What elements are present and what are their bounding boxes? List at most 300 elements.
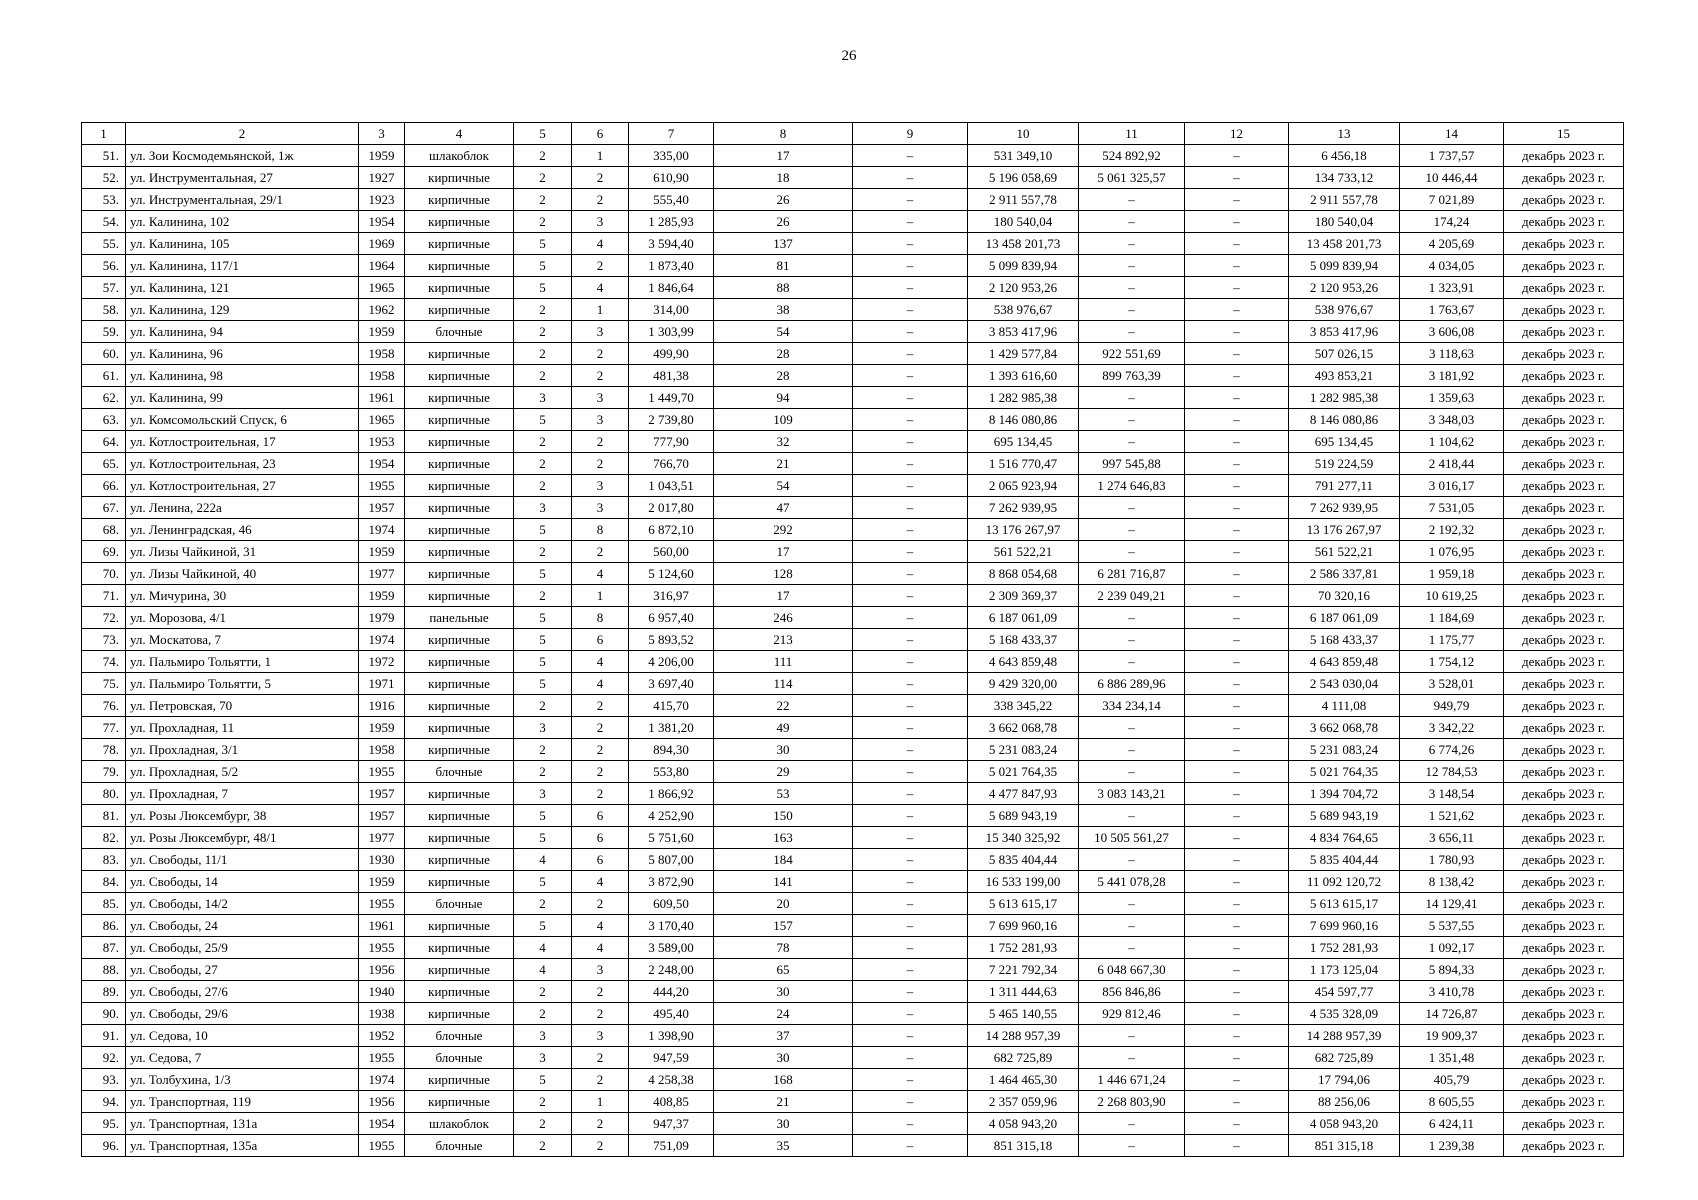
table-cell: 6 [572,805,629,827]
table-cell: – [853,145,968,167]
table-row [82,475,1624,497]
table-cell: – [853,585,968,607]
table-cell: – [1185,167,1289,189]
table-cell: 1959 [359,717,405,739]
table-cell: – [1185,871,1289,893]
table-cell: – [853,453,968,475]
table-cell: ул. Розы Люксембург, 48/1 [126,827,359,849]
table-cell: 1 959,18 [1400,563,1504,585]
table-cell: 2 911 557,78 [968,189,1079,211]
table-cell: 24 [714,1003,853,1025]
table-cell: – [1079,761,1185,783]
table-cell: – [853,497,968,519]
table-cell: – [1185,497,1289,519]
table-cell: 14 129,41 [1400,893,1504,915]
table-cell: 4 [572,563,629,585]
table-cell: – [1079,849,1185,871]
table-cell: 2 [514,893,572,915]
table-cell: 2 [572,1047,629,1069]
table-cell: ул. Ленинградская, 46 [126,519,359,541]
table-cell: 3 016,17 [1400,475,1504,497]
table-cell: 4 535 328,09 [1289,1003,1400,1025]
table-cell: – [853,519,968,541]
table-cell: 2 [514,695,572,717]
table-cell: кирпичные [405,805,514,827]
table-cell: 524 892,92 [1079,145,1185,167]
table-row [82,233,1624,255]
table-cell: 66. [82,475,126,497]
table-cell: ул. Седова, 10 [126,1025,359,1047]
table-cell: 856 846,86 [1079,981,1185,1003]
table-cell: 76. [82,695,126,717]
table-cell: 851 315,18 [1289,1135,1400,1157]
table-cell: 335,00 [629,145,714,167]
table-cell: 561 522,21 [1289,541,1400,563]
table-cell: кирпичные [405,717,514,739]
table-cell: 5 [514,607,572,629]
table-cell: декабрь 2023 г. [1504,233,1624,255]
table-row [82,409,1624,431]
table-row [82,343,1624,365]
table-cell: 3 [572,321,629,343]
table-cell: 14 288 957,39 [1289,1025,1400,1047]
table-cell: – [1079,387,1185,409]
table-cell: 1 239,38 [1400,1135,1504,1157]
table-cell: – [853,893,968,915]
table-cell: декабрь 2023 г. [1504,629,1624,651]
table-cell: 1916 [359,695,405,717]
table-cell: 5 807,00 [629,849,714,871]
table-row [82,937,1624,959]
table-row [82,981,1624,1003]
table-cell: декабрь 2023 г. [1504,1069,1624,1091]
table-cell: – [853,167,968,189]
table-cell: декабрь 2023 г. [1504,321,1624,343]
table-cell: – [1079,629,1185,651]
table-cell: 3 [572,409,629,431]
table-cell: кирпичные [405,189,514,211]
table-cell: 1977 [359,563,405,585]
table-cell: – [853,827,968,849]
table-cell: 1964 [359,255,405,277]
table-cell: декабрь 2023 г. [1504,387,1624,409]
table-cell: ул. Свободы, 27 [126,959,359,981]
table-cell: 929 812,46 [1079,1003,1185,1025]
table-cell: 6 424,11 [1400,1113,1504,1135]
table-cell: 2 [514,365,572,387]
table-cell: 65 [714,959,853,981]
table-cell: декабрь 2023 г. [1504,893,1624,915]
table-cell: – [1079,937,1185,959]
table-cell: – [1185,761,1289,783]
table-cell: 2 911 557,78 [1289,189,1400,211]
table-cell: – [853,937,968,959]
table-cell: декабрь 2023 г. [1504,541,1624,563]
table-cell: – [1079,1135,1185,1157]
table-cell: 3 589,00 [629,937,714,959]
table-cell: 54 [714,475,853,497]
table-cell: 3 594,40 [629,233,714,255]
table-cell: кирпичные [405,1069,514,1091]
table-cell: 1 780,93 [1400,849,1504,871]
table-cell: кирпичные [405,673,514,695]
table-cell: декабрь 2023 г. [1504,827,1624,849]
table-cell: кирпичные [405,497,514,519]
table-cell: – [1079,805,1185,827]
table-cell: 5 [514,629,572,651]
table-cell: 493 853,21 [1289,365,1400,387]
table-cell: блочные [405,761,514,783]
table-cell: 17 [714,585,853,607]
table-cell: 454 597,77 [1289,981,1400,1003]
table-cell: 1955 [359,1135,405,1157]
table-cell: 5 099 839,94 [1289,255,1400,277]
table-cell: 4 [572,915,629,937]
table-cell: ул. Свободы, 14 [126,871,359,893]
table-cell: декабрь 2023 г. [1504,497,1624,519]
table-cell: – [1185,277,1289,299]
table-cell: 30 [714,981,853,1003]
table-cell: 1923 [359,189,405,211]
table-cell: – [853,695,968,717]
table-cell: кирпичные [405,629,514,651]
table-cell: 2 [572,365,629,387]
table-cell: – [853,1047,968,1069]
table-cell: ул. Прохладная, 3/1 [126,739,359,761]
table-cell: кирпичные [405,519,514,541]
table-cell: 150 [714,805,853,827]
table-cell: 1 763,67 [1400,299,1504,321]
table-cell: кирпичные [405,277,514,299]
table-row [82,893,1624,915]
table-cell: 7 531,05 [1400,497,1504,519]
table-cell: 5 835 404,44 [1289,849,1400,871]
table-cell: 5 537,55 [1400,915,1504,937]
table-cell: 35 [714,1135,853,1157]
table-cell: декабрь 2023 г. [1504,189,1624,211]
table-cell: 1 [572,145,629,167]
table-cell: 894,30 [629,739,714,761]
table-cell: ул. Транспортная, 135а [126,1135,359,1157]
table-cell: 96. [82,1135,126,1157]
table-cell: 6 957,40 [629,607,714,629]
table-cell: 1 846,64 [629,277,714,299]
table-cell: 5 099 839,94 [968,255,1079,277]
table-cell: 1953 [359,431,405,453]
table-row [82,145,1624,167]
table-cell: 3 606,08 [1400,321,1504,343]
table-cell: 997 545,88 [1079,453,1185,475]
table-cell: 1 464 465,30 [968,1069,1079,1091]
table-cell: ул. Зои Космодемьянской, 1ж [126,145,359,167]
table-cell: 1 076,95 [1400,541,1504,563]
table-cell: 1 104,62 [1400,431,1504,453]
table-cell: 86. [82,915,126,937]
table-cell: 2 017,80 [629,497,714,519]
table-cell: – [853,651,968,673]
table-cell: 3 [514,717,572,739]
table-cell: – [853,1113,968,1135]
table-cell: 13 458 201,73 [968,233,1079,255]
table-cell: 4 058 943,20 [968,1113,1079,1135]
table-cell: декабрь 2023 г. [1504,563,1624,585]
table-cell: 13 458 201,73 [1289,233,1400,255]
table-row [82,871,1624,893]
table-cell: декабрь 2023 г. [1504,343,1624,365]
table-cell: кирпичные [405,981,514,1003]
table-cell: – [1185,145,1289,167]
table-cell: кирпичные [405,167,514,189]
table-cell: 3 [514,1025,572,1047]
table-cell: 947,59 [629,1047,714,1069]
table-cell: 2 [572,453,629,475]
table-cell: ул. Калинина, 102 [126,211,359,233]
table-cell: – [853,321,968,343]
table-cell: 12 784,53 [1400,761,1504,783]
table-cell: – [1079,1047,1185,1069]
table-cell: – [1079,541,1185,563]
table-cell: 80. [82,783,126,805]
table-cell: 1 446 671,24 [1079,1069,1185,1091]
table-cell: 4 206,00 [629,651,714,673]
table-cell: – [1079,739,1185,761]
table-cell: 5 613 615,17 [968,893,1079,915]
table-cell: 5 689 943,19 [968,805,1079,827]
table-cell: – [1079,211,1185,233]
table-cell: – [1185,651,1289,673]
table-cell: 70 320,16 [1289,585,1400,607]
table-cell: 8 146 080,86 [968,409,1079,431]
table-row [82,431,1624,453]
table-cell: ул. Инструментальная, 29/1 [126,189,359,211]
table-cell: 2 [572,695,629,717]
table-cell: 81 [714,255,853,277]
table-cell: 7 699 960,16 [968,915,1079,937]
table-cell: декабрь 2023 г. [1504,673,1624,695]
table-cell: 3 083 143,21 [1079,783,1185,805]
table-cell: 2 [572,167,629,189]
table-cell: 922 551,69 [1079,343,1185,365]
table-cell: 2 [514,1091,572,1113]
table-row [82,321,1624,343]
table-cell: 4 [572,277,629,299]
table-cell: 2 [514,343,572,365]
table-cell: – [1185,607,1289,629]
table-cell: 56. [82,255,126,277]
table-cell: 1969 [359,233,405,255]
table-cell: 16 533 199,00 [968,871,1079,893]
table-cell: 65. [82,453,126,475]
table-cell: 141 [714,871,853,893]
table-cell: блочные [405,321,514,343]
table-cell: 57. [82,277,126,299]
table-cell: декабрь 2023 г. [1504,365,1624,387]
column-header: 6 [572,123,629,145]
table-cell: декабрь 2023 г. [1504,1047,1624,1069]
table-cell: 28 [714,365,853,387]
table-cell: 95. [82,1113,126,1135]
table-cell: 180 540,04 [1289,211,1400,233]
table-row [82,629,1624,651]
table-cell: 13 176 267,97 [1289,519,1400,541]
table-cell: 1954 [359,453,405,475]
table-cell: 5 231 083,24 [1289,739,1400,761]
table-cell: декабрь 2023 г. [1504,937,1624,959]
table-cell: 87. [82,937,126,959]
table-cell: ул. Лизы Чайкиной, 40 [126,563,359,585]
table-cell: 17 794,06 [1289,1069,1400,1091]
table-cell: 32 [714,431,853,453]
table-cell: декабрь 2023 г. [1504,607,1624,629]
table-cell: 5 196 058,69 [968,167,1079,189]
table-cell: 5 689 943,19 [1289,805,1400,827]
table-cell: 3 148,54 [1400,783,1504,805]
table-row [82,387,1624,409]
table-cell: 777,90 [629,431,714,453]
table-cell: 851 315,18 [968,1135,1079,1157]
table-cell: 85. [82,893,126,915]
table-cell: 6 [572,827,629,849]
table-row [82,1113,1624,1135]
table-cell: ул. Свободы, 25/9 [126,937,359,959]
table-cell: 2 [514,585,572,607]
table-cell: 4 834 764,65 [1289,827,1400,849]
table-cell: декабрь 2023 г. [1504,211,1624,233]
table-cell: 180 540,04 [968,211,1079,233]
table-cell: декабрь 2023 г. [1504,453,1624,475]
table-cell: 20 [714,893,853,915]
table-cell: кирпичные [405,1003,514,1025]
table-cell: – [853,343,968,365]
table-cell: 2 [572,893,629,915]
table-cell: декабрь 2023 г. [1504,255,1624,277]
table-cell: кирпичные [405,959,514,981]
table-cell: 2 [572,255,629,277]
table-cell: 1 311 444,63 [968,981,1079,1003]
table-cell: шлакоблок [405,145,514,167]
table-cell: 2 543 030,04 [1289,673,1400,695]
table-cell: – [853,1025,968,1047]
header-row [82,123,1624,145]
table-cell: 949,79 [1400,695,1504,717]
table-cell: – [853,915,968,937]
table-cell: 5 231 083,24 [968,739,1079,761]
table-cell: 2 [572,343,629,365]
table-cell: ул. Котлостроительная, 23 [126,453,359,475]
table-cell: ул. Инструментальная, 27 [126,167,359,189]
table-cell: кирпичные [405,409,514,431]
table-row [82,805,1624,827]
table-cell: 14 288 957,39 [968,1025,1079,1047]
table-cell: 3 [514,387,572,409]
table-cell: декабрь 2023 г. [1504,717,1624,739]
table-cell: декабрь 2023 г. [1504,739,1624,761]
table-cell: 682 725,89 [1289,1047,1400,1069]
table-cell: – [1185,717,1289,739]
table-cell: декабрь 2023 г. [1504,1135,1624,1157]
table-cell: 1 184,69 [1400,607,1504,629]
table-cell: 947,37 [629,1113,714,1135]
table-cell: 1955 [359,475,405,497]
table-cell: 74. [82,651,126,673]
table-row [82,519,1624,541]
table-cell: 17 [714,541,853,563]
table-cell: 6 872,10 [629,519,714,541]
table-cell: 1 [572,585,629,607]
column-header: 3 [359,123,405,145]
table-cell: 2 [572,717,629,739]
table-cell: декабрь 2023 г. [1504,1113,1624,1135]
table-cell: 5 168 433,37 [1289,629,1400,651]
table-cell: 3 853 417,96 [1289,321,1400,343]
column-header: 4 [405,123,514,145]
table-cell: 75. [82,673,126,695]
table-cell: 4 [572,233,629,255]
table-cell: 92. [82,1047,126,1069]
table-cell: 5 [514,827,572,849]
table-cell: – [853,431,968,453]
table-cell: 415,70 [629,695,714,717]
table-cell: 2 [514,739,572,761]
table-cell: кирпичные [405,937,514,959]
table-cell: – [1185,211,1289,233]
table-cell: декабрь 2023 г. [1504,871,1624,893]
table-cell: – [853,189,968,211]
table-cell: 1961 [359,915,405,937]
table-row [82,189,1624,211]
table-cell: 134 733,12 [1289,167,1400,189]
table-cell: 6 187 061,09 [968,607,1079,629]
table-cell: 6 886 289,96 [1079,673,1185,695]
table-cell: 751,09 [629,1135,714,1157]
table-cell: кирпичные [405,563,514,585]
table-cell: 5 441 078,28 [1079,871,1185,893]
table-cell: ул. Пальмиро Тольятти, 5 [126,673,359,695]
table-cell: – [1185,695,1289,717]
table-cell: – [1185,739,1289,761]
table-cell: 5 061 325,57 [1079,167,1185,189]
table-cell: 6 281 716,87 [1079,563,1185,585]
table-cell: – [853,255,968,277]
table-cell: 184 [714,849,853,871]
table-cell: кирпичные [405,585,514,607]
table-cell: панельные [405,607,514,629]
table-cell: ул. Лизы Чайкиной, 31 [126,541,359,563]
column-header: 1 [82,123,126,145]
table-cell: 1957 [359,805,405,827]
table-cell: 1 398,90 [629,1025,714,1047]
table-cell: декабрь 2023 г. [1504,277,1624,299]
table-cell: – [1185,783,1289,805]
table-cell: декабрь 2023 г. [1504,409,1624,431]
table-cell: – [1185,673,1289,695]
table-cell: ул. Транспортная, 131а [126,1113,359,1135]
table-cell: – [1079,519,1185,541]
table-cell: 213 [714,629,853,651]
table-cell: кирпичные [405,541,514,563]
table-cell: 5 [514,255,572,277]
table-cell: ул. Прохладная, 5/2 [126,761,359,783]
table-cell: 6 048 667,30 [1079,959,1185,981]
table-cell: 519 224,59 [1289,453,1400,475]
table-cell: ул. Прохладная, 11 [126,717,359,739]
table-cell: 2 739,80 [629,409,714,431]
table-cell: кирпичные [405,211,514,233]
table-cell: 2 120 953,26 [1289,277,1400,299]
table-cell: – [1185,299,1289,321]
table-cell: 38 [714,299,853,321]
table-cell: 5 613 615,17 [1289,893,1400,915]
